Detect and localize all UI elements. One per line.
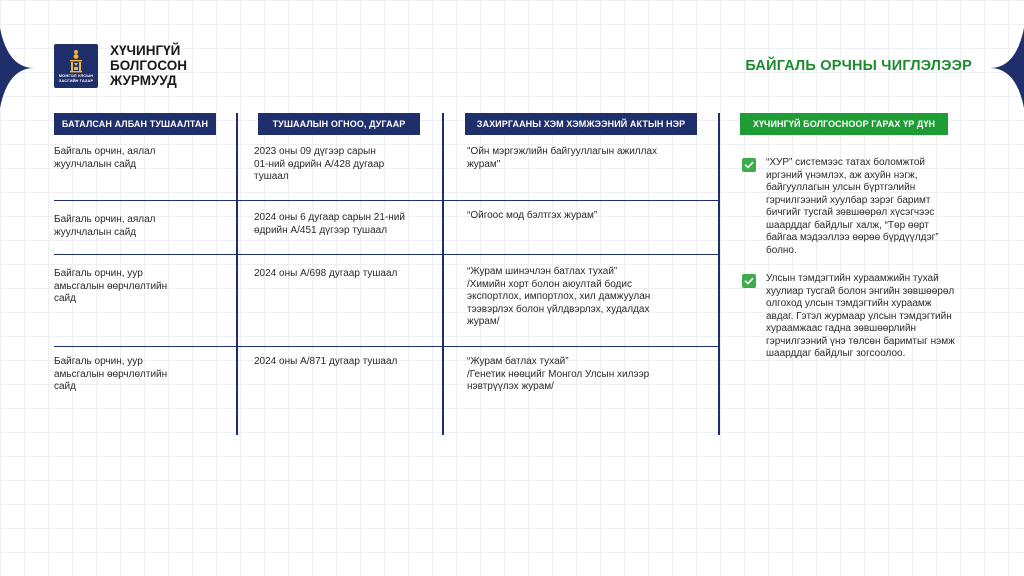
table-row-2-act: “Ойгоос мод бэлтгэх журам” [467,210,598,221]
brand-title: ХҮЧИНГҮЙ БОЛГОСОН ЖУРМУУД [110,43,187,88]
result-text-1: “ХУР” системээс татах боломжтой иргэний үнэмлэх, аж ахуйн нэгж, байгууллагын улсын бүртгэлийн гэрчилгээний хуулбар зэрэг баримт бичгийг тусгай зөвшөөрөл хүсэгчээс шаарддаг байдлыг халж, “Төр өөрт байгаа мэдээллээ өөрөө бүрдүүлдэг” болно. [766,157,939,256]
table-row-1-order: 2023 оны 09 дүгээр сарын 01-ний өдрийн А/428 дугаар тушаал [254,146,385,182]
column-divider-2 [442,113,444,435]
table-row-1-act: "Ойн мэргэжлийн байгууллагын ажиллах журам" [467,146,658,170]
table-row-3-act: “Журам шинэчлэн батлах тухай” /Химийн хорт болон аюултай бодис экспортлох, импортлох, хил дамжуулан тээвэрлэх болон үйлдвэрлэх, худалдах журам/ [467,266,651,327]
right-decoration-shape [984,28,1024,108]
logo-caption: МОНГОЛ УЛСЫН ЗАСГИЙН ГАЗАР [58,73,94,83]
table-row-4-act: “Журам батлах тухай” /Генетик нөөцийг Монгол Улсын хилээр нэвтрүүлэх журам/ [467,356,650,392]
table-row-3-official: Байгаль орчин, уур амьсгалын өөрчлөлтийн сайд [54,268,168,304]
table-row-4-order: 2024 оны А/871 дугаар тушаал [254,356,398,367]
header-act: ЗАХИРГААНЫ ХЭМ ХЭМЖЭЭНИЙ АКТЫН НЭР [465,113,697,135]
header-order: ТУШААЛЫН ОГНОО, ДУГААР [258,113,420,135]
result-text-2: Улсын тэмдэгтийн хураамжийн тухай хуулиар тусгай болон энгийн зөвшөөрөл олгоход улсын тэмдэгтийн хураамж авдаг. Гэтэл журмаар улсын тэмдэгтийн хураамжаас гадна зөвшөөрлийн гэрчилгээний үнэ төлсөн баримтыг нэмж шаарддаг байдлыг зогсоолоо. [766,273,955,359]
header-official: БАТАЛСАН АЛБАН ТУШААЛТАН [54,113,216,135]
header-result: ХҮЧИНГҮЙ БОЛГОСНООР ГАРАХ ҮР ДҮН [740,113,948,135]
column-divider-3 [718,113,720,435]
table-row-2-official: Байгаль орчин, аялал жуулчлалын сайд [54,214,156,238]
table-row-2-order: 2024 оны 6 дугаар сарын 21-ний өдрийн А/451 дүгээр тушаал [254,212,405,236]
table-row-4-official: Байгаль орчин, уур амьсгалын өөрчлөлтийн сайд [54,356,168,392]
checkmark-icon [742,274,756,288]
table-row-3-order: 2024 оны А/698 дугаар тушаал [254,268,398,279]
row-divider-1 [54,200,718,201]
column-divider-1 [236,113,238,435]
table-row-1-official: Байгаль орчин, аялал жуулчлалын сайд [54,146,156,170]
soyombo-emblem-icon [66,49,86,73]
row-divider-2 [54,254,718,255]
result-item-1 [742,157,962,257]
row-divider-3 [54,346,718,347]
checkmark-icon [742,158,756,172]
result-item-2 [742,273,962,361]
left-decoration-shape [0,28,40,108]
section-title: БАЙГАЛЬ ОРЧНЫ ЧИГЛЭЛЭЭР [745,58,972,74]
government-logo [54,44,98,88]
